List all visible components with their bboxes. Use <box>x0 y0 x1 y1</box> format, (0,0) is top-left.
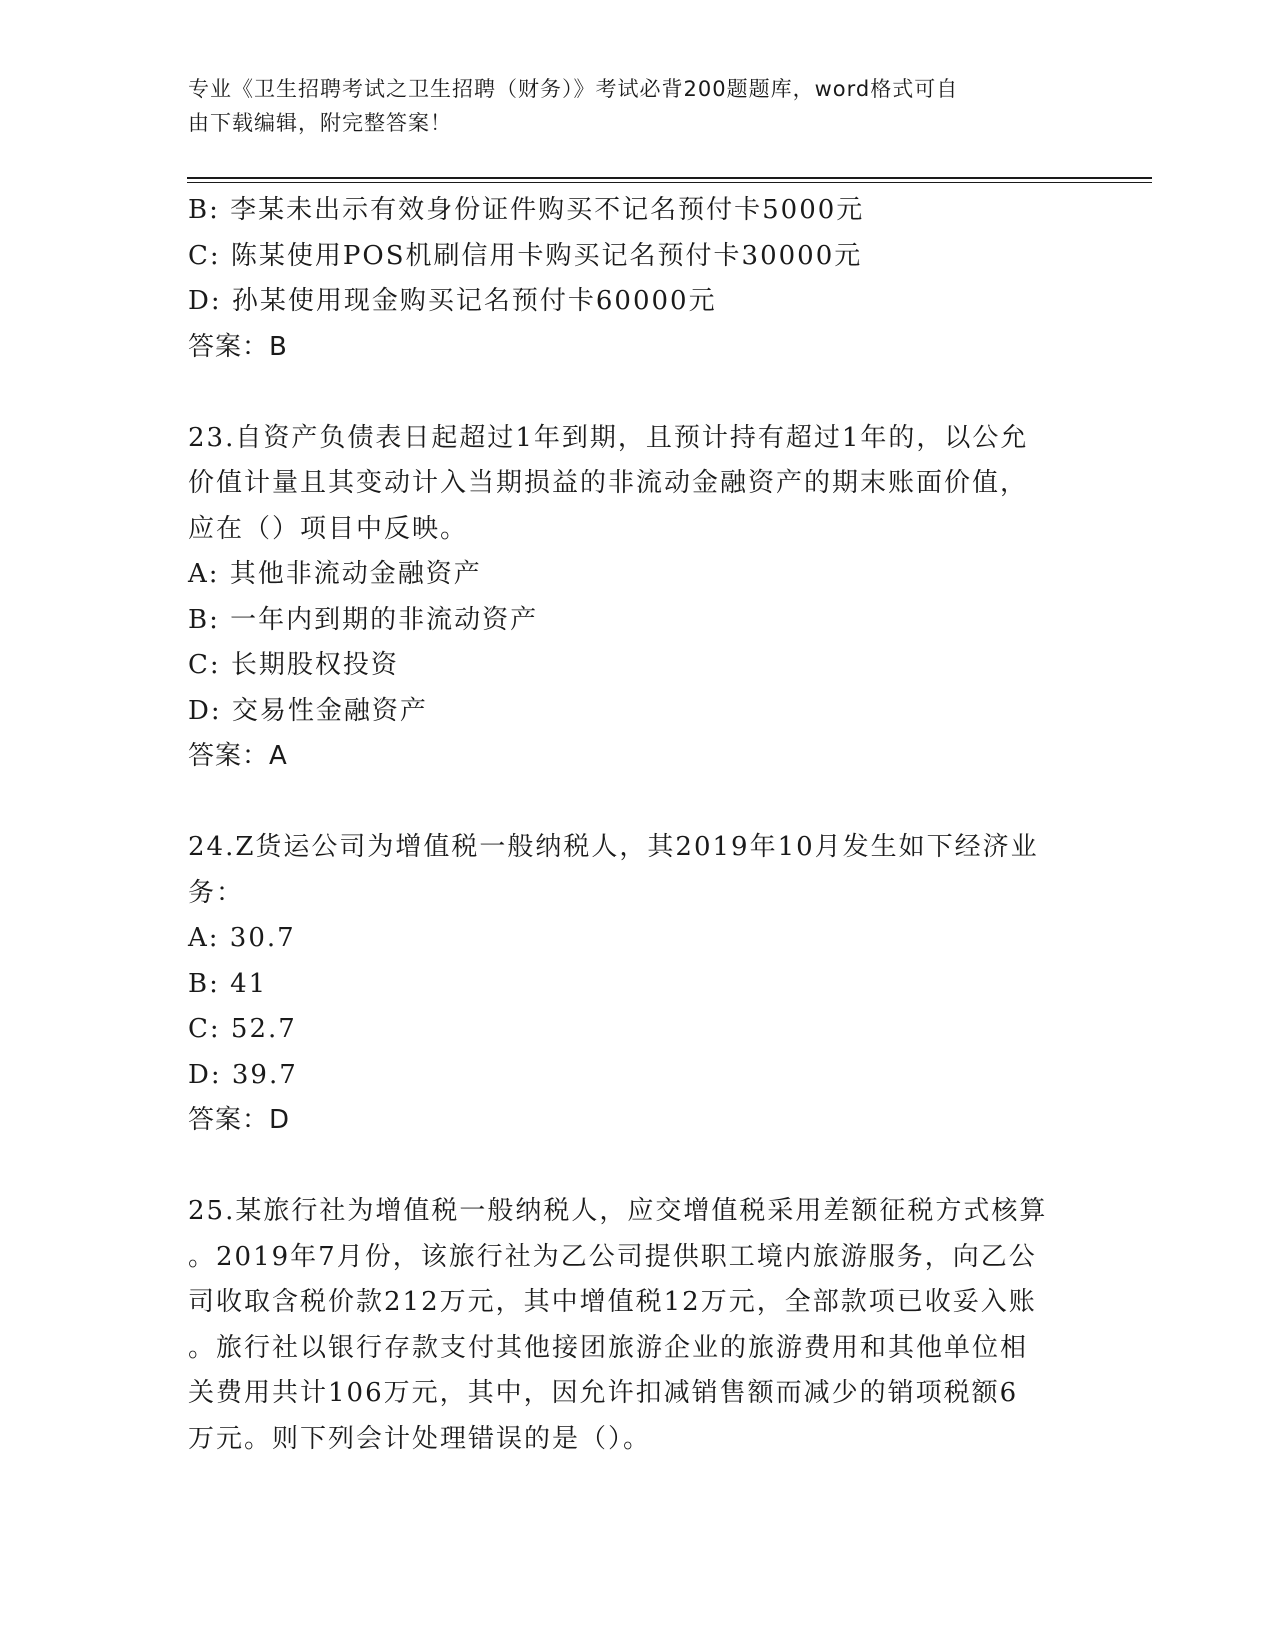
question-23 <box>188 416 1068 780</box>
q23-answer: 答案：A <box>188 741 288 771</box>
q24-stem-line-1: 24.Z货运公司为增值税一般纳税人，其2019年10月发生如下经济业 <box>188 832 1039 862</box>
q24-answer: 答案：D <box>188 1105 291 1135</box>
q23-option-b: B: 一年内到期的非流动资产 <box>188 604 539 635</box>
q24-stem-line-2: 务： <box>188 877 245 908</box>
q25-stem-line-1: 25.某旅行社为增值税一般纳税人，应交增值税采用差额征税方式核算 <box>188 1196 1048 1226</box>
q23-stem-line-3: 应在（）项目中反映。 <box>188 513 469 544</box>
document-header <box>188 72 1068 140</box>
q23-option-c: C: 长期股权投资 <box>188 650 399 680</box>
header-title-line-1: 专业《卫生招聘考试之卫生招聘（财务）》考试必背200题题库，word格式可自 <box>188 77 959 101</box>
q22-option-d: D: 孙某使用现金购买记名预付卡60000元 <box>188 286 717 316</box>
question-24 <box>188 825 1068 1144</box>
question-25 <box>188 1189 1068 1462</box>
question-22 <box>188 188 1068 370</box>
q23-option-a: A: 其他非流动金融资产 <box>188 559 482 589</box>
q22-option-c: C: 陈某使用POS机刷信用卡购买记名预付卡30000元 <box>188 240 863 271</box>
q24-option-a: A: 30.7 <box>188 923 296 953</box>
question-spacer <box>188 370 1068 416</box>
question-spacer <box>188 780 1068 826</box>
q24-option-c: C: 52.7 <box>188 1014 297 1044</box>
header-divider-thin <box>187 182 1152 183</box>
q23-stem-line-2: 价值计量且其变动计入当期损益的非流动金融资产的期末账面价值， <box>188 468 1029 498</box>
q25-stem-line-2: 。2019年7月份，该旅行社为乙公司提供职工境内旅游服务，向乙公 <box>188 1241 1037 1272</box>
q22-option-b: B: 李某未出示有效身份证件购买不记名预付卡5000元 <box>188 195 865 225</box>
header-title-line-2: 由下载编辑，附完整答案！ <box>188 111 452 135</box>
q24-option-d: D: 39.7 <box>188 1059 298 1090</box>
question-spacer <box>188 1144 1068 1190</box>
q23-stem-line-1: 23.自资产负债表日起超过1年到期，且预计持有超过1年的，以公允 <box>188 422 1029 453</box>
q25-stem-line-5: 关费用共计106万元，其中，因允许扣减销售额而减少的销项税额6 <box>188 1378 1019 1408</box>
question-list <box>188 188 1068 1462</box>
header-divider-thick <box>187 177 1152 179</box>
q25-stem-line-4: 。旅行社以银行存款支付其他接团旅游企业的旅游费用和其他单位相 <box>188 1332 1029 1363</box>
q23-option-d: D: 交易性金融资产 <box>188 695 428 726</box>
q25-stem-line-6: 万元。则下列会计处理错误的是（）。 <box>188 1423 652 1454</box>
q24-option-b: B: 41 <box>188 968 268 999</box>
q22-answer: 答案：B <box>188 331 288 362</box>
q25-stem-line-3: 司收取含税价款212万元，其中增值税12万元，全部款项已收妥入账 <box>188 1287 1037 1317</box>
